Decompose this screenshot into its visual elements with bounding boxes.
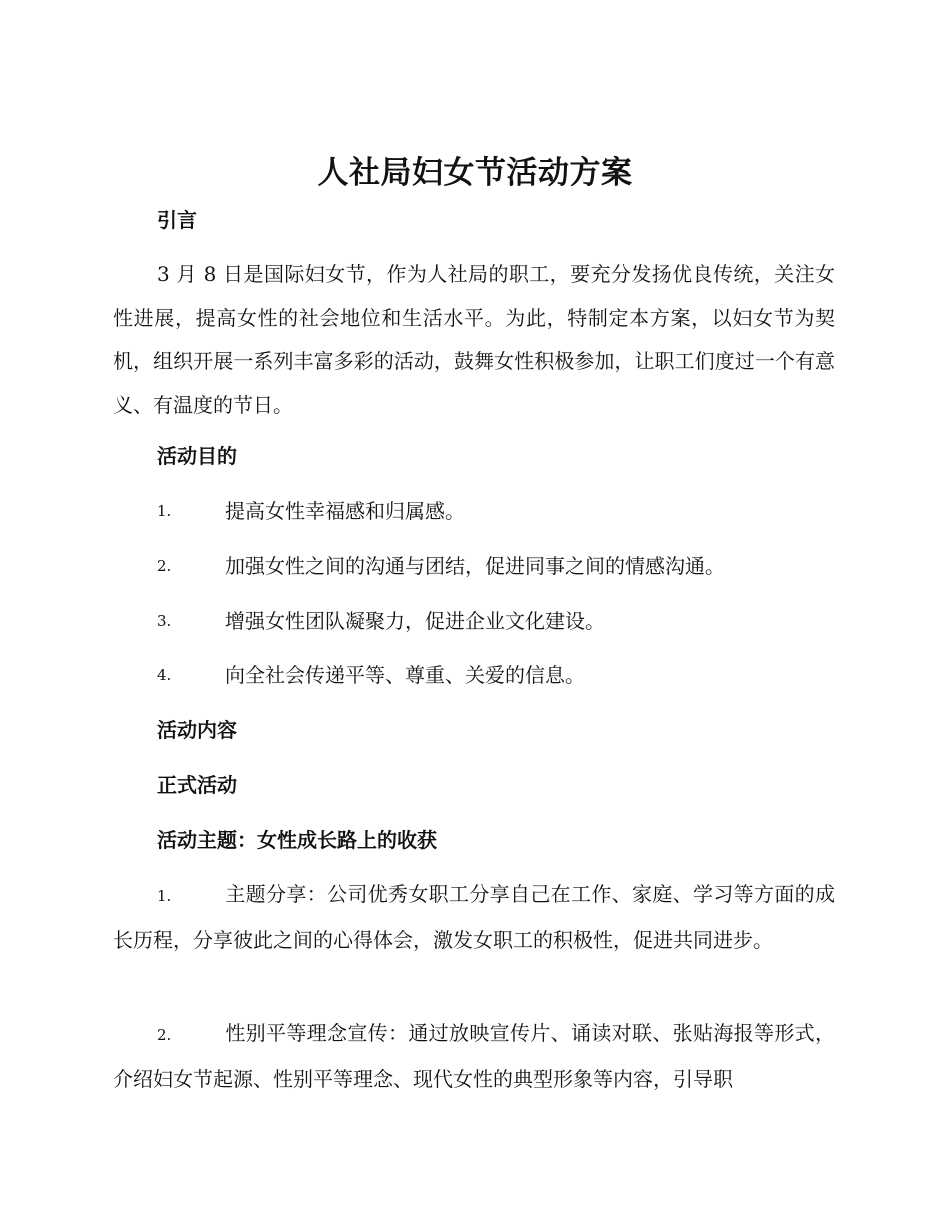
list-text: 向全社会传递平等、尊重、关爱的信息。: [225, 663, 585, 687]
list-text: 加强女性之间的沟通与团结，促进同事之间的情感沟通。: [225, 554, 725, 578]
activity-theme-heading: 活动主题：女性成长路上的收获: [157, 828, 437, 852]
purpose-heading: 活动目的: [157, 444, 237, 468]
intro-heading: 引言: [157, 208, 197, 232]
list-text: 性别平等理念宣传：通过放映宣传片、诵读对联、张贴海报等形式，介绍妇女节起源、性别平等理念、现代女性的典型形象等内容，引导职: [113, 1021, 835, 1091]
content-heading: 活动内容: [157, 718, 237, 742]
list-number: 2.: [157, 557, 172, 575]
formal-activity-heading: 正式活动: [157, 773, 237, 797]
list-number: 2.: [157, 1026, 172, 1044]
list-number: 1.: [157, 887, 172, 905]
purpose-item: [157, 496, 835, 526]
list-number: 3.: [157, 612, 172, 630]
list-text: 主题分享：公司优秀女职工分享自己在工作、家庭、学习等方面的成长历程，分享彼此之间的心得体会，激发女职工的积极性，促进共同进步。: [113, 882, 835, 952]
intro-paragraph: 3 月 8 日是国际妇女节，作为人社局的职工，要充分发扬优良传统，关注女性进展，提高女性的社会地位和生活水平。为此，特制定本方案，以妇女节为契机，组织开展一系列丰富多彩的活动，鼓舞女性积极参加，让职工们度过一个有意义、有温度的节日。: [113, 262, 835, 417]
list-text: 增强女性团队凝聚力，促进企业文化建设。: [225, 609, 605, 633]
document-title: 人社局妇女节活动方案: [317, 155, 633, 191]
content-item: [113, 1012, 835, 1101]
purpose-item: [157, 660, 835, 690]
content-item: [113, 873, 835, 962]
list-number: 4.: [157, 666, 172, 684]
purpose-item: [157, 551, 835, 581]
purpose-item: [157, 606, 835, 636]
list-text: 提高女性幸福感和归属感。: [225, 499, 465, 523]
list-number: 1.: [157, 502, 172, 520]
